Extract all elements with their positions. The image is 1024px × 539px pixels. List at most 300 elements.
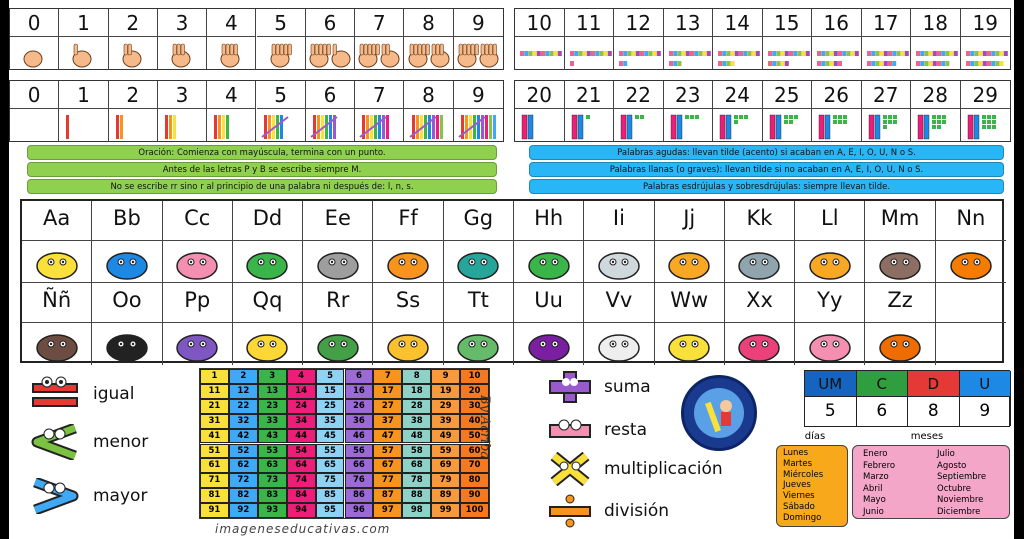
letter-cell	[795, 283, 865, 365]
monkey-icon	[865, 245, 934, 283]
lion-icon	[795, 245, 864, 283]
star-icon	[812, 41, 861, 69]
meses-box	[852, 445, 1010, 519]
hundred-cell: 100	[460, 503, 489, 518]
hundred-cell: 70	[460, 458, 489, 473]
hundred-cell: 72	[229, 473, 258, 488]
letter-label: Yy	[817, 288, 843, 312]
suma-row	[546, 370, 651, 404]
letter-label: Ff	[398, 206, 418, 230]
hundred-cell: 94	[287, 503, 316, 518]
hundred-cell: 55	[316, 444, 345, 459]
hundred-cell: 36	[345, 414, 374, 429]
letter-header	[584, 201, 653, 241]
hand-icon	[10, 41, 58, 69]
hundred-cell: 5	[316, 369, 345, 384]
number-header	[109, 81, 157, 109]
mes-item: Noviembre	[937, 495, 984, 505]
hundred-cell: 6	[345, 369, 374, 384]
number-header	[207, 9, 255, 37]
stick-icon	[306, 113, 354, 141]
letter-cell	[936, 283, 1006, 365]
letter-label: Vv	[605, 288, 633, 312]
star-icon	[614, 41, 663, 69]
number-label: 17	[873, 11, 899, 35]
letter-header	[655, 283, 724, 323]
dia-item: Jueves	[783, 480, 811, 491]
letter-cell	[303, 201, 373, 283]
hundred-cell: 35	[316, 414, 345, 429]
letter-label: Ññ	[42, 288, 72, 312]
place-value: 6	[857, 397, 909, 426]
hundred-cell: 28	[402, 399, 431, 414]
hundred-cell: 22	[229, 399, 258, 414]
number-header	[763, 81, 812, 109]
number-header	[355, 81, 403, 109]
mes-item: Marzo	[863, 472, 889, 482]
stick-icon	[10, 113, 58, 141]
number-label: 9	[471, 83, 485, 107]
hundred-cell: 57	[373, 444, 402, 459]
signature: By Acriba	[477, 395, 492, 460]
number-label: 7	[372, 83, 386, 107]
leaf-icon	[514, 245, 583, 283]
number-cell	[306, 81, 355, 141]
letter-cell	[725, 201, 795, 283]
koala-icon	[725, 245, 794, 283]
number-cell	[109, 9, 158, 69]
giraffe-icon	[655, 245, 724, 283]
number-label: 2	[126, 11, 140, 35]
letter-cell	[514, 283, 584, 365]
number-label: 15	[774, 11, 800, 35]
turtle-icon	[444, 327, 513, 365]
mes-item: Julio	[937, 449, 955, 459]
number-cell	[862, 81, 912, 141]
hundred-chart	[199, 368, 490, 519]
number-label: 6	[323, 11, 337, 35]
letter-header	[373, 283, 442, 323]
letter-cell	[92, 283, 162, 365]
hundred-cell: 30	[460, 399, 489, 414]
hundred-cell: 10	[460, 369, 489, 384]
hand-icon	[454, 41, 503, 69]
letter-label: Aa	[43, 206, 71, 230]
letter-label: Bb	[113, 206, 141, 230]
number-cell	[664, 81, 714, 141]
child-pencil-icon	[684, 378, 754, 448]
number-header	[614, 9, 663, 37]
hundred-cell: 18	[402, 384, 431, 399]
hundred-cell: 89	[431, 488, 460, 503]
hundred-cell: 98	[402, 503, 431, 518]
letter-header	[865, 201, 934, 241]
letter-cell	[655, 283, 725, 365]
letter-cell	[444, 283, 514, 365]
number-cell	[911, 9, 961, 69]
hundred-cell: 44	[287, 429, 316, 444]
letter-cell	[92, 201, 162, 283]
number-label: 10	[526, 11, 552, 35]
stick-icon	[109, 113, 157, 141]
hundred-cell: 75	[316, 473, 345, 488]
mayor-label: mayor	[93, 486, 148, 506]
letter-header	[725, 201, 794, 241]
multiplicacion-row	[546, 452, 723, 486]
letter-header	[373, 201, 442, 241]
hundred-cell: 56	[345, 444, 374, 459]
letter-cell	[22, 283, 92, 365]
letter-cell	[514, 201, 584, 283]
hundred-cell: 87	[373, 488, 402, 503]
number-label: 11	[576, 11, 602, 35]
number-header	[713, 9, 762, 37]
times-sign-icon	[546, 452, 594, 486]
hundred-cell: 3	[258, 369, 287, 384]
number-cell	[961, 9, 1011, 69]
block-icon	[515, 113, 564, 141]
hundred-cell: 63	[258, 458, 287, 473]
letter-cell	[373, 283, 443, 365]
stick-icon	[355, 113, 403, 141]
number-label: 23	[675, 83, 701, 107]
number-cell	[59, 9, 108, 69]
hand-icon	[257, 41, 305, 69]
number-header	[207, 81, 255, 109]
mes-item: Mayo	[863, 495, 886, 505]
hundred-cell: 80	[460, 473, 489, 488]
orca-icon	[92, 327, 161, 365]
hand-icon	[306, 41, 354, 69]
menor-label: menor	[93, 432, 149, 452]
letter-header	[303, 201, 372, 241]
number-cell	[713, 9, 763, 69]
elephant-icon	[303, 245, 372, 283]
letter-header	[233, 283, 302, 323]
hundred-cell: 83	[258, 488, 287, 503]
hundred-cell: 93	[258, 503, 287, 518]
number-cell	[664, 9, 714, 69]
number-cell	[614, 81, 664, 141]
letter-label: Uu	[534, 288, 563, 312]
number-header	[306, 9, 354, 37]
number-header	[911, 9, 960, 37]
place-header: UM	[805, 371, 857, 397]
brand-logo	[681, 375, 757, 451]
orange-icon	[936, 245, 1006, 283]
mes-item: Junio	[863, 506, 884, 517]
stick-icon	[207, 113, 255, 141]
number-cell	[404, 81, 453, 141]
letter-cell	[233, 283, 303, 365]
number-label: 27	[873, 83, 899, 107]
stick-icon	[59, 113, 107, 141]
block-icon	[862, 113, 911, 141]
number-header	[961, 9, 1011, 37]
hundred-cell: 88	[402, 488, 431, 503]
letter-header	[795, 201, 864, 241]
number-label: 13	[675, 11, 701, 35]
yogurt-icon	[795, 327, 864, 365]
hundred-cell: 24	[287, 399, 316, 414]
hundred-cell: 61	[200, 458, 229, 473]
letter-label: Ll	[821, 206, 839, 230]
division-row	[546, 494, 669, 528]
number-label: 20	[526, 83, 552, 107]
dia-item: Martes	[783, 458, 813, 469]
letter-header	[865, 283, 934, 323]
gnu-icon	[22, 327, 91, 365]
whale-icon	[92, 245, 161, 283]
hundred-cell: 39	[431, 414, 460, 429]
block-icon	[614, 113, 663, 141]
mes-item: Abril	[863, 483, 883, 494]
number-header	[109, 9, 157, 37]
hundred-cell: 53	[258, 444, 287, 459]
hundred-cell: 78	[402, 473, 431, 488]
number-header	[158, 81, 206, 109]
number-cell	[763, 81, 813, 141]
hundred-cell: 31	[200, 414, 229, 429]
letter-label: Rr	[326, 288, 350, 312]
hundred-cell: 77	[373, 473, 402, 488]
hundred-cell: 76	[345, 473, 374, 488]
fingers-table	[9, 8, 504, 70]
hundred-cell: 12	[229, 384, 258, 399]
hundred-cell: 95	[316, 503, 345, 518]
mayor-row	[29, 478, 147, 514]
dia-item: Domingo	[783, 512, 822, 523]
hundred-cell: 21	[200, 399, 229, 414]
letter-cell	[584, 283, 654, 365]
hundred-cell: 92	[229, 503, 258, 518]
number-label: 5	[274, 11, 288, 35]
number-label: 5	[274, 83, 288, 107]
hand-icon	[404, 41, 452, 69]
letter-header	[22, 201, 91, 241]
hundred-cell: 45	[316, 429, 345, 444]
rule-llanas: Palabras llanas (o graves): llevan tilde si no acaban en A, E, I, O, U, N o S.	[529, 162, 1004, 177]
letter-cell	[865, 201, 935, 283]
number-cell	[454, 81, 503, 141]
mes-item: Octubre	[937, 483, 972, 494]
letter-cell	[655, 201, 725, 283]
number-label: 18	[922, 11, 948, 35]
letter-cell	[233, 201, 303, 283]
number-header	[812, 9, 861, 37]
number-header	[565, 81, 614, 109]
letter-label: Pp	[184, 288, 211, 312]
mes-item: Enero	[863, 449, 888, 459]
star-icon	[515, 41, 564, 69]
block-icon	[911, 113, 960, 141]
letter-header	[514, 283, 583, 323]
hundred-cell: 60	[460, 444, 489, 459]
number-cell	[515, 81, 565, 141]
hundred-cell: 7	[373, 369, 402, 384]
number-label: 8	[422, 83, 435, 107]
letter-label: Xx	[746, 288, 773, 312]
number-cell	[812, 81, 862, 141]
greater-than-icon	[29, 478, 81, 514]
number-cell	[207, 81, 256, 141]
number-label: 1	[77, 11, 90, 35]
number-cell	[614, 9, 664, 69]
hundred-cell: 25	[316, 399, 345, 414]
letter-cell	[163, 283, 233, 365]
hundred-cell: 50	[460, 429, 489, 444]
number-label: 0	[27, 11, 41, 35]
star-icon	[911, 41, 960, 69]
dia-item: Viernes	[783, 491, 815, 502]
pig-icon	[163, 245, 232, 283]
hundred-cell: 48	[402, 429, 431, 444]
hundred-cell: 4	[287, 369, 316, 384]
hundred-cell: 32	[229, 414, 258, 429]
letter-header	[584, 283, 653, 323]
hundred-cell: 67	[373, 458, 402, 473]
letter-label: Dd	[252, 206, 283, 230]
hundred-cell: 86	[345, 488, 374, 503]
hundred-cell: 73	[258, 473, 287, 488]
stick-icon	[158, 113, 206, 141]
place-header: C	[857, 371, 909, 397]
hundred-cell: 99	[431, 503, 460, 518]
star-icon	[664, 41, 713, 69]
mes-item: Diciembre	[937, 506, 981, 517]
igloo-icon	[584, 245, 653, 283]
hand-icon	[59, 41, 107, 69]
hand-icon	[355, 41, 403, 69]
dia-item: Lunes	[783, 448, 809, 458]
letter-label: Ii	[612, 206, 625, 230]
hundred-cell: 51	[200, 444, 229, 459]
place-value: 9	[960, 397, 1012, 426]
block-icon	[664, 113, 713, 141]
division-label: división	[604, 501, 670, 521]
number-header	[515, 9, 564, 37]
meses-title: meses	[910, 431, 944, 442]
igual-label: igual	[93, 384, 135, 404]
frog-icon	[303, 327, 372, 365]
number-label: 4	[224, 11, 238, 35]
letter-label: Mm	[880, 206, 920, 230]
dinosaur-icon	[233, 245, 302, 283]
number-cell	[812, 9, 862, 69]
place-header: D	[908, 371, 960, 397]
hundred-cell: 97	[373, 503, 402, 518]
hundred-cell: 1	[200, 369, 229, 384]
mes-item: Agosto	[937, 460, 967, 471]
hand-icon	[207, 41, 255, 69]
number-cell	[257, 9, 306, 69]
number-header	[565, 9, 614, 37]
star-icon	[961, 41, 1011, 69]
hundred-cell: 37	[373, 414, 402, 429]
division-sign-icon	[546, 494, 594, 528]
photo-icon	[373, 245, 442, 283]
number-header	[404, 81, 452, 109]
xylophone-icon	[725, 327, 794, 365]
number-cell	[713, 81, 763, 141]
number-label: 7	[372, 11, 386, 35]
hand-icon	[158, 41, 206, 69]
place-value: 5	[805, 397, 857, 426]
number-cell	[59, 81, 108, 141]
sticks-table	[9, 80, 504, 142]
number-header	[664, 9, 713, 37]
hundred-cell: 34	[287, 414, 316, 429]
hundred-cell: 29	[431, 399, 460, 414]
number-header	[158, 9, 206, 37]
rule-mp-mb: Antes de las letras P y B se escribe siempre M.	[27, 162, 497, 177]
fox-icon	[865, 327, 934, 365]
suma-label: suma	[604, 377, 651, 397]
stick-icon	[404, 113, 452, 141]
number-header	[257, 9, 305, 37]
number-cell	[515, 9, 565, 69]
hundred-cell: 79	[431, 473, 460, 488]
grapes-icon	[514, 327, 583, 365]
place-value-table	[804, 370, 1010, 427]
number-label: 24	[724, 83, 750, 107]
letter-label: Nn	[956, 206, 986, 230]
multiplicacion-label: multiplicación	[604, 459, 723, 479]
hundred-cell: 90	[460, 488, 489, 503]
number-cell	[207, 9, 256, 69]
octopus-icon	[163, 327, 232, 365]
block-icon	[763, 113, 812, 141]
star-icon	[713, 41, 762, 69]
number-header	[614, 81, 663, 109]
hundred-cell: 14	[287, 384, 316, 399]
number-header	[812, 81, 861, 109]
hundred-cell: 19	[431, 384, 460, 399]
blocks-table	[514, 80, 1011, 142]
number-header	[515, 81, 564, 109]
hundred-cell: 11	[200, 384, 229, 399]
number-header	[355, 9, 403, 37]
hundred-cell: 74	[287, 473, 316, 488]
mes-item: Septiembre	[937, 472, 987, 482]
hundred-cell: 49	[431, 429, 460, 444]
number-label: 22	[625, 83, 651, 107]
letter-header	[303, 283, 372, 323]
hundred-cell: 17	[373, 384, 402, 399]
hundred-cell: 64	[287, 458, 316, 473]
number-cell	[306, 9, 355, 69]
number-label: 3	[175, 11, 189, 35]
number-label: 3	[175, 83, 189, 107]
letter-label: Gg	[463, 206, 494, 230]
letter-label: Ee	[324, 206, 351, 230]
hundred-cell: 71	[200, 473, 229, 488]
number-cell	[961, 81, 1011, 141]
hundred-cell: 20	[460, 384, 489, 399]
hundred-cell: 8	[402, 369, 431, 384]
letter-header	[655, 201, 724, 241]
hundred-cell: 54	[287, 444, 316, 459]
number-cell	[763, 9, 813, 69]
hundred-cell: 16	[345, 384, 374, 399]
number-label: 28	[922, 83, 948, 107]
letter-label: Tt	[467, 288, 489, 312]
number-cell	[158, 81, 207, 141]
letter-header	[444, 283, 513, 323]
hundred-cell: 38	[402, 414, 431, 429]
letter-header	[725, 283, 794, 323]
sheet	[9, 0, 1014, 539]
